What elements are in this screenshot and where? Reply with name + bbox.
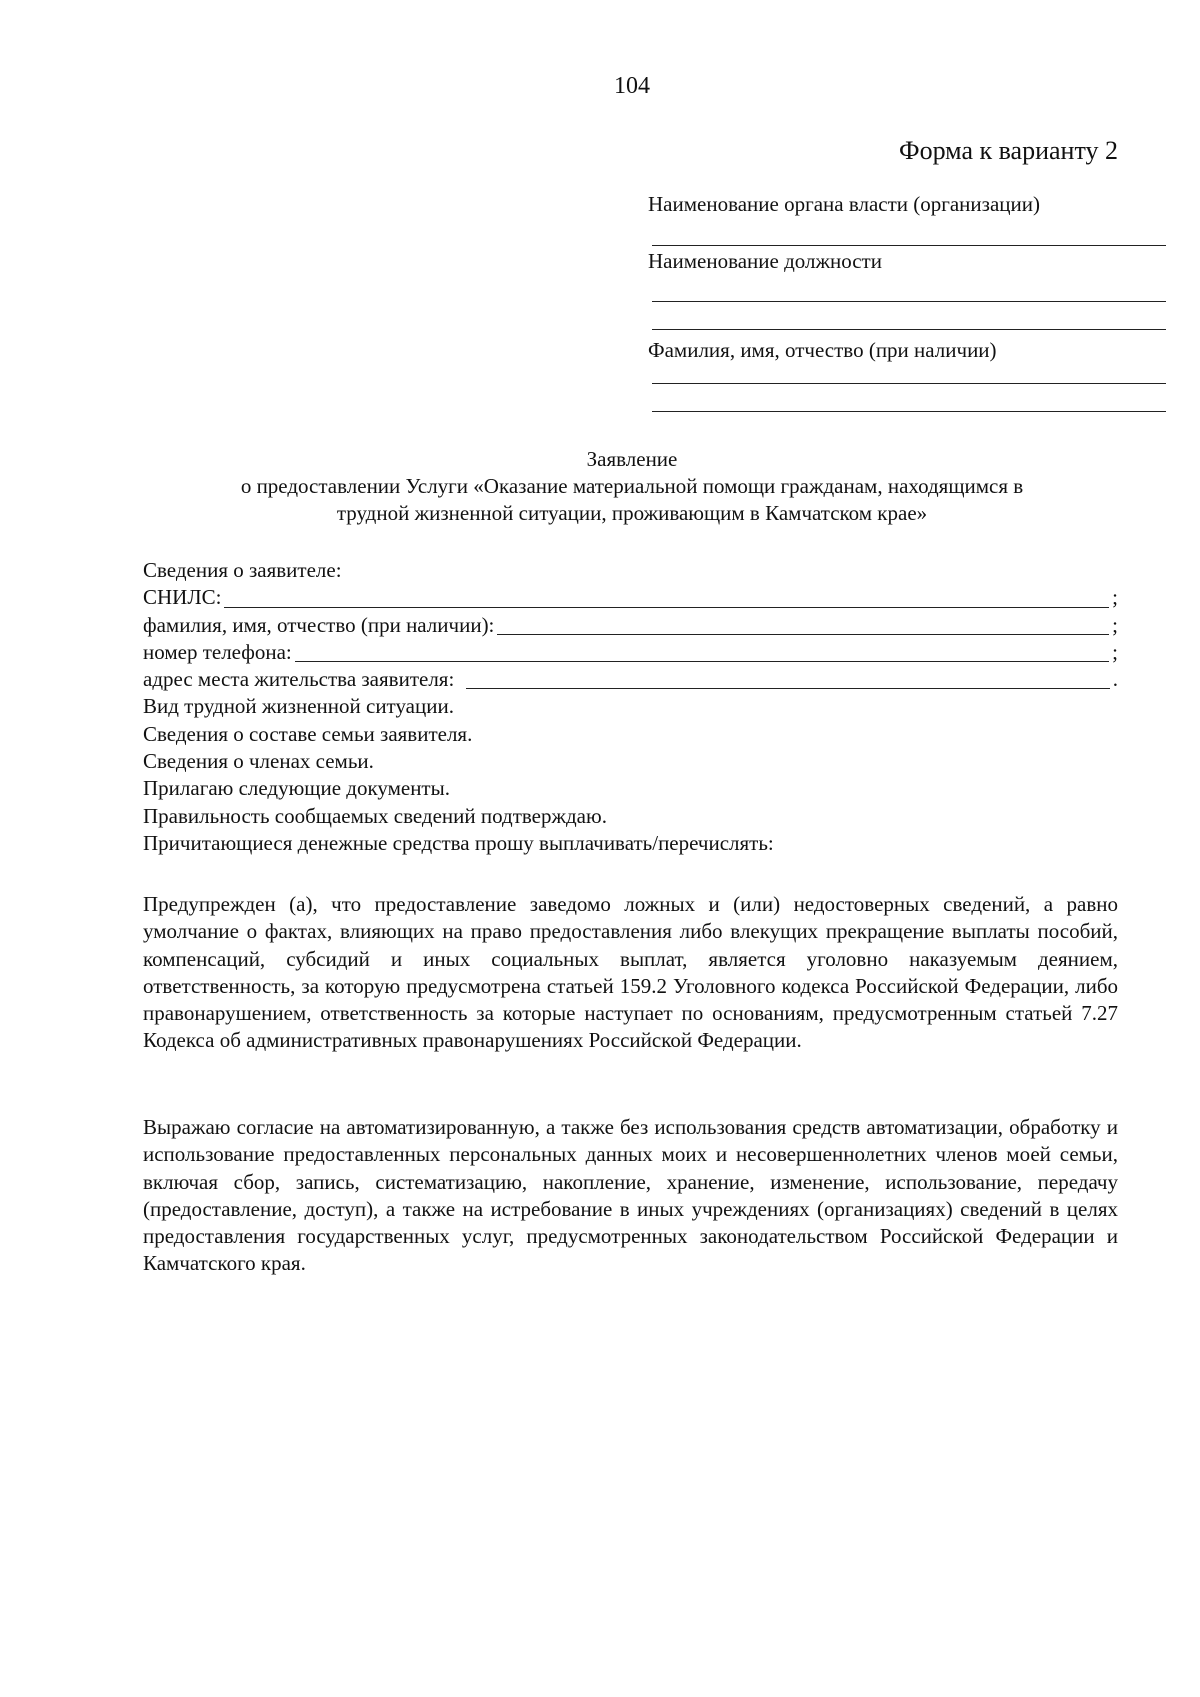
document-title	[143, 446, 1121, 527]
snils-input-line[interactable]	[224, 587, 1109, 608]
form-variant-label: Форма к варианту 2	[899, 136, 1118, 165]
fio-row	[143, 612, 1118, 639]
authority-input-line[interactable]	[652, 245, 1166, 246]
snils-end: ;	[1112, 585, 1118, 610]
applicant-fio-input-line[interactable]	[497, 614, 1109, 635]
phone-input-line[interactable]	[295, 641, 1109, 662]
applicant-fio-label: фамилия, имя, отчество (при наличии):	[143, 612, 495, 637]
list-item: Прилагаю следующие документы.	[143, 776, 450, 801]
address-input-line[interactable]	[466, 668, 1109, 689]
consent-paragraph: Выражаю согласие на автоматизированную, а также без использования средств автоматизации, обработку и использование предоставленных персональных данных моих и несовершеннолетних членов моей семьи, включая сбор, запись, систематизацию, накопление, хранение, изменение, использование, передачу (предоставление, доступ), а также на истребование в иных учреждениях (организациях) сведений в целях предоставления государственных услуг, предусмотренных законодательством Российской Федерации и Камчатского края.	[143, 1115, 1118, 1276]
applicant-heading: Сведения о заявителе:	[143, 558, 342, 582]
list-item: Правильность сообщаемых сведений подтверждаю.	[143, 803, 607, 828]
phone-end: ;	[1112, 639, 1118, 664]
title-heading: Заявление	[586, 447, 678, 471]
position-label: Наименование должности	[648, 249, 882, 273]
snils-label: СНИЛС:	[143, 585, 222, 610]
list-item: Сведения о составе семьи заявителя.	[143, 721, 473, 746]
list-item: Сведения о членах семьи.	[143, 749, 374, 774]
fio-end: ;	[1112, 612, 1118, 637]
address-label: адрес места жительства заявителя:	[143, 667, 455, 692]
list-item: Вид трудной жизненной ситуации.	[143, 694, 454, 719]
phone-row	[143, 639, 1118, 666]
phone-label: номер телефона:	[143, 639, 292, 664]
applicant-section	[143, 557, 1118, 857]
authority-label: Наименование органа власти (организации)	[648, 192, 1040, 216]
fio-input-line-2[interactable]	[652, 411, 1166, 412]
page-number: 104	[614, 73, 650, 99]
address-end: .	[1112, 667, 1118, 692]
snils-row	[143, 584, 1118, 611]
position-input-line-2[interactable]	[652, 329, 1166, 330]
title-line-1: о предоставлении Услуги «Оказание материальной помощи гражданам, находящимся в	[240, 474, 1024, 498]
fio-input-line-1[interactable]	[652, 383, 1166, 384]
list-item: Причитающиеся денежные средства прошу выплачивать/перечислять:	[143, 830, 774, 855]
title-line-2: трудной жизненной ситуации, проживающим в Камчатском крае»	[336, 501, 928, 525]
address-row	[143, 666, 1118, 693]
position-input-line-1[interactable]	[652, 301, 1166, 302]
warning-paragraph: Предупрежден (а), что предоставление заведомо ложных и (или) недостоверных сведений, а равно умолчание о фактах, влияющих на право предоставления либо влекущих прекращение выплаты пособий, компенсаций, субсидий и иных социальных выплат, является уголовно наказуемым деянием, ответственность, за которую предусмотрена статьей 159.2 Уголовного кодекса Российской Федерации, либо правонарушением, ответственность за которые наступает по основаниям, предусмотренным статьей 7.27 Кодекса об административных правонарушениях Российской Федерации.	[143, 892, 1118, 1053]
fio-header-label: Фамилия, имя, отчество (при наличии)	[648, 338, 997, 362]
